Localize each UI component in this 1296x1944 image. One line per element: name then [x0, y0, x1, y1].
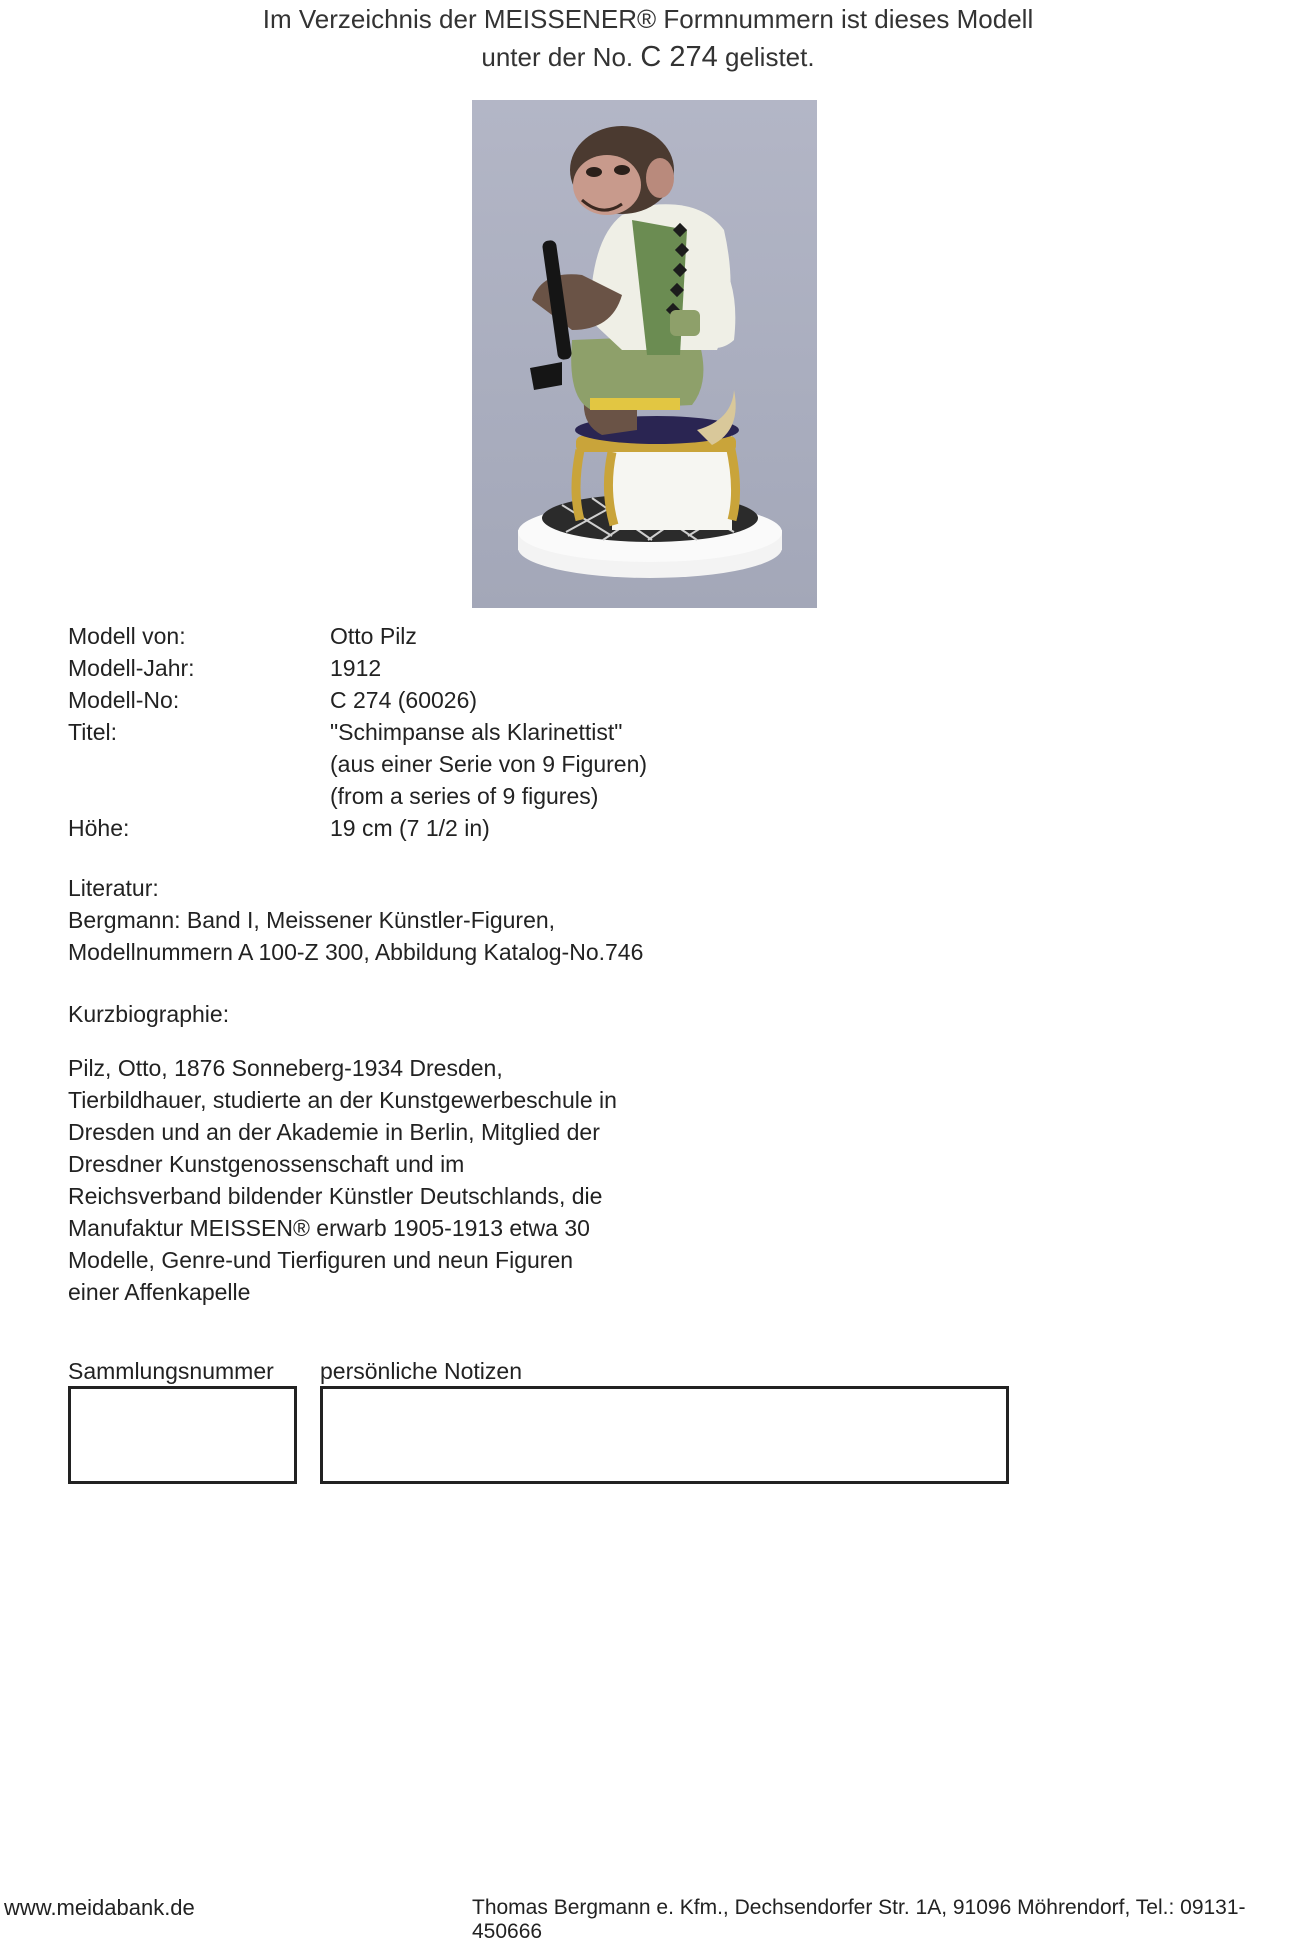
detail-row	[68, 780, 647, 812]
notizen-label: persönliche Notizen	[320, 1358, 523, 1384]
header-line-2	[0, 38, 1296, 76]
footer-address: Thomas Bergmann e. Kfm., Dechsendorfer Str. 1A, 91096 Möhrendorf, Tel.: 09131-450666	[472, 1896, 1246, 1943]
detail-label	[68, 780, 330, 812]
detail-value: (aus einer Serie von 9 Figuren)	[330, 751, 648, 777]
header-line-2-suffix: gelistet.	[717, 42, 815, 72]
detail-label: Titel:	[68, 719, 117, 745]
detail-label: Modell von:	[68, 623, 186, 649]
bio-line: einer Affenkapelle	[68, 1279, 251, 1305]
bio-line: Manufaktur MEISSEN® erwarb 1905-1913 etwa 30	[68, 1215, 590, 1241]
figurine-photo	[472, 100, 817, 608]
header-line-2-prefix: unter der No.	[481, 42, 641, 72]
bio-line: Reichsverband bildender Künstler Deutschlands, die	[68, 1183, 603, 1209]
bio-line: Pilz, Otto, 1876 Sonneberg-1934 Dresden,	[68, 1055, 503, 1081]
model-details	[68, 620, 647, 844]
detail-value: "Schimpanse als Klarinettist"	[330, 719, 623, 745]
bio-line: Modelle, Genre-und Tierfiguren und neun Figuren	[68, 1247, 574, 1273]
detail-label: Modell-No:	[68, 687, 180, 713]
bio-line: Dresden und an der Akademie in Berlin, Mitglied der	[68, 1119, 600, 1145]
detail-row	[68, 620, 647, 652]
detail-value: (from a series of 9 figures)	[330, 783, 599, 809]
footer-website[interactable]: www.meidabank.de	[4, 1895, 195, 1920]
detail-row	[68, 748, 647, 780]
bio-line: Dresdner Kunstgenossenschaft und im	[68, 1151, 465, 1177]
literatur-heading: Literatur:	[68, 875, 159, 901]
model-number-highlight: C 274	[640, 41, 718, 73]
detail-value: 1912	[330, 655, 382, 681]
bio-line: Tierbildhauer, studierte an der Kunstgewerbeschule in	[68, 1087, 617, 1113]
detail-row	[68, 812, 647, 844]
page-header	[0, 0, 1296, 76]
detail-row	[68, 716, 647, 748]
notizen-field[interactable]	[320, 1386, 1009, 1484]
header-line-1: Im Verzeichnis der MEISSENER® Formnummern ist dieses Modell	[262, 4, 1034, 34]
detail-value: Otto Pilz	[330, 623, 417, 649]
detail-label: Modell-Jahr:	[68, 655, 195, 681]
kurzbiographie-text	[68, 1052, 688, 1308]
detail-row	[68, 652, 647, 684]
sammlungsnummer-label: Sammlungsnummer	[68, 1358, 274, 1384]
literatur-section	[68, 872, 643, 968]
detail-label: Höhe:	[68, 815, 130, 841]
detail-row	[68, 684, 647, 716]
kurzbiographie-heading: Kurzbiographie:	[68, 1001, 230, 1027]
detail-value: 19 cm (7 1/2 in)	[330, 815, 490, 841]
detail-label	[68, 748, 330, 780]
literatur-line: Bergmann: Band I, Meissener Künstler-Figuren,	[68, 907, 556, 933]
sammlungsnummer-field[interactable]	[68, 1386, 297, 1484]
detail-value: C 274 (60026)	[330, 687, 478, 713]
literatur-line: Modellnummern A 100-Z 300, Abbildung Katalog-No.746	[68, 939, 644, 965]
